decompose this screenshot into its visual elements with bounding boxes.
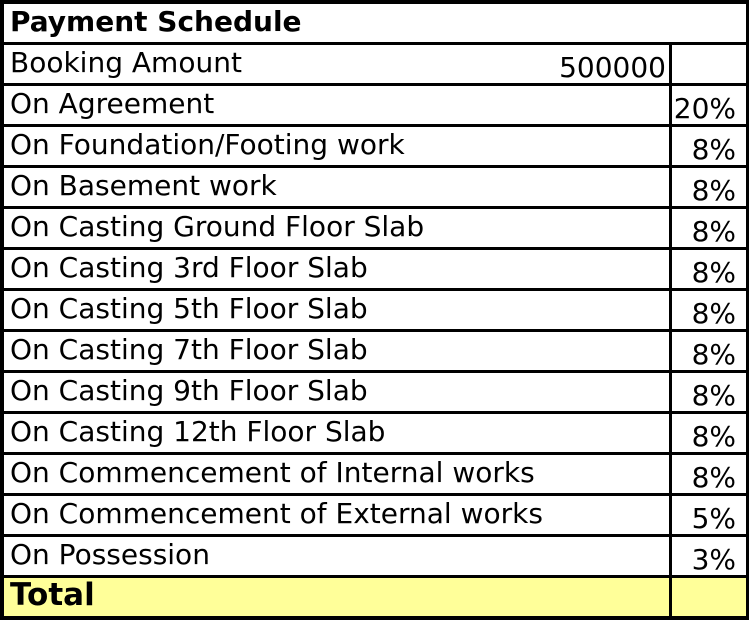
table-row-label: On Casting 9th Floor Slab — [4, 373, 669, 411]
booking-amount-value: 500000 — [559, 51, 666, 83]
table-row-label: On Possession — [4, 537, 669, 575]
table-row-percent: 8% — [672, 250, 746, 288]
table-row-label: On Basement work — [4, 168, 669, 206]
booking-amount-label-cell — [4, 45, 669, 83]
table-row-percent: 8% — [672, 332, 746, 370]
table-title: Payment Schedule — [4, 4, 746, 42]
table-row-label: On Casting 7th Floor Slab — [4, 332, 669, 370]
table-row-label: On Casting 5th Floor Slab — [4, 291, 669, 329]
table-row-label: On Casting 12th Floor Slab — [4, 414, 669, 452]
table-row-percent: 8% — [672, 168, 746, 206]
table-row-percent: 8% — [672, 209, 746, 247]
table-row-percent: 8% — [672, 414, 746, 452]
table-row-percent: 3% — [672, 537, 746, 575]
table-row-percent: 5% — [672, 496, 746, 534]
table-row-label: On Casting Ground Floor Slab — [4, 209, 669, 247]
booking-percent-cell — [672, 45, 746, 83]
total-label: Total — [4, 578, 669, 616]
booking-amount-label: Booking Amount — [10, 46, 242, 79]
table-row-label: On Commencement of Internal works — [4, 455, 669, 493]
table-row-label: On Foundation/Footing work — [4, 127, 669, 165]
table-row-percent: 20% — [672, 86, 746, 124]
table-row-label: On Casting 3rd Floor Slab — [4, 250, 669, 288]
table-row-label: On Agreement — [4, 86, 669, 124]
table-row-percent: 8% — [672, 291, 746, 329]
table-row-percent: 8% — [672, 127, 746, 165]
total-value — [672, 578, 746, 616]
table-row-percent: 8% — [672, 455, 746, 493]
table-row-label: On Commencement of External works — [4, 496, 669, 534]
table-row-percent: 8% — [672, 373, 746, 411]
